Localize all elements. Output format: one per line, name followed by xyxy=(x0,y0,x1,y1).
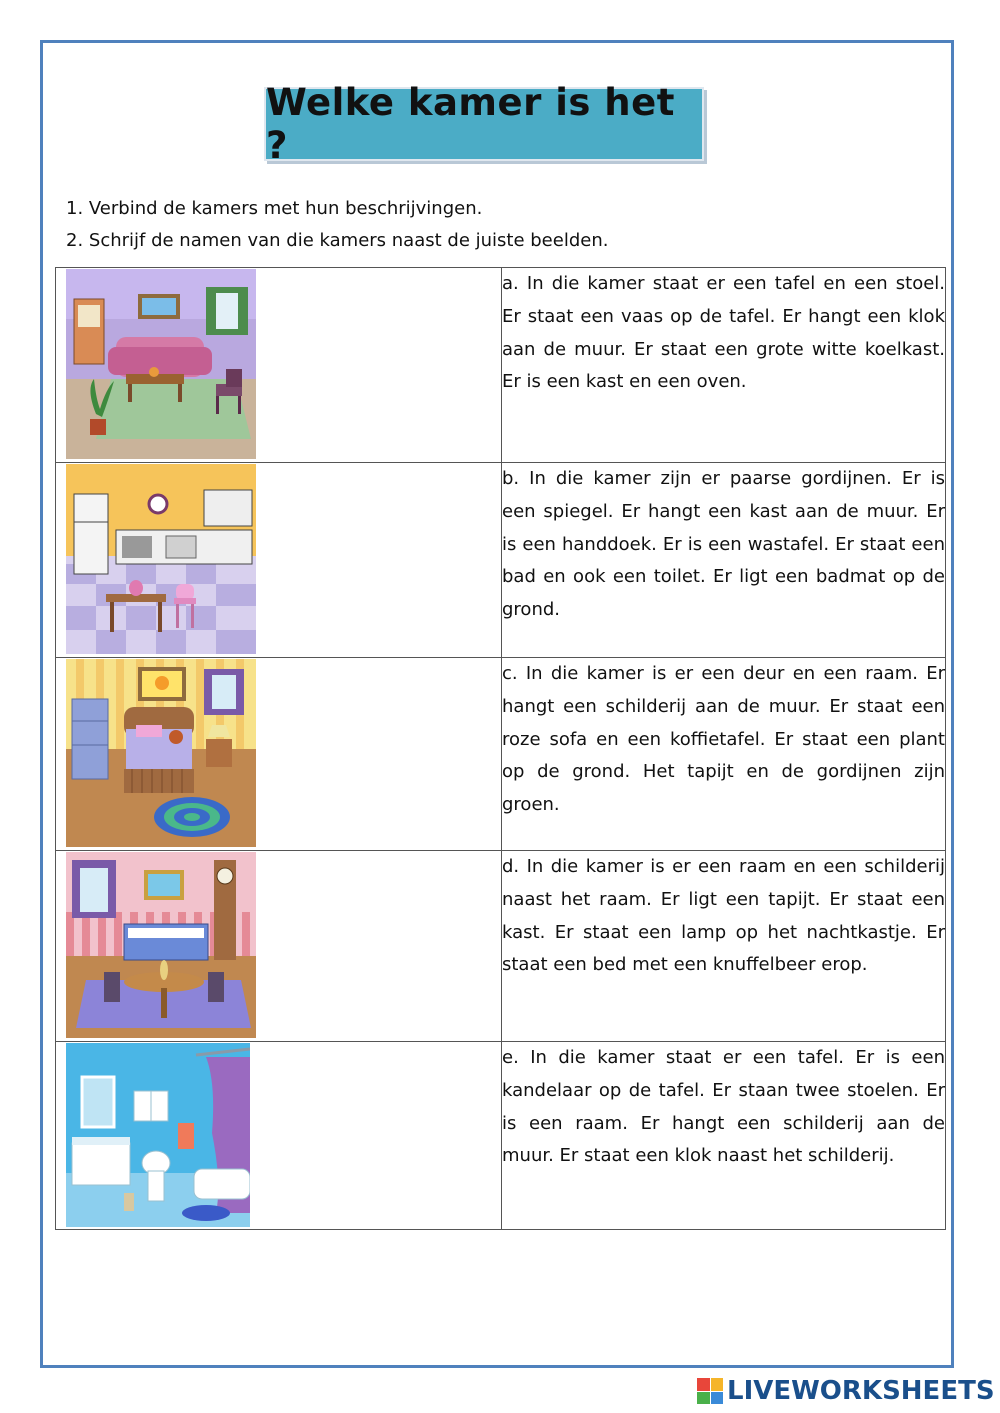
image-cell[interactable] xyxy=(56,851,502,1042)
image-cell[interactable] xyxy=(56,268,502,463)
page-title: Welke kamer is het ? xyxy=(266,81,675,167)
instruction-2: 2. Schrijf de namen van die kamers naast de juiste beelden. xyxy=(66,230,609,251)
living-room-image xyxy=(66,269,256,459)
image-cell[interactable] xyxy=(56,1042,502,1230)
description-d: d. In die kamer is er een raam en een schilderij naast het raam. Er ligt een tapijt. Er staat een kast. Er staat een lamp op het nachtkastje. Er staat een bed met een knuffelbeer erop. xyxy=(502,851,946,1042)
matching-table xyxy=(55,267,946,1230)
kitchen-image xyxy=(66,464,256,654)
table-row xyxy=(56,658,946,851)
table-row xyxy=(56,268,946,463)
bathroom-image xyxy=(66,1043,250,1227)
description-c: c. In die kamer is er een deur en een raam. Er hangt een schilderij aan de muur. Er staat een roze sofa en een koffietafel. Er staat een plant op de grond. Het tapijt en de gordijnen zijn groen. xyxy=(502,658,946,851)
title-box xyxy=(264,81,704,167)
liveworksheets-logo-icon xyxy=(697,1378,723,1404)
instruction-1: 1. Verbind de kamers met hun beschrijvingen. xyxy=(66,198,483,219)
description-e: e. In die kamer staat er een tafel. Er is een kandelaar op de tafel. Er staan twee stoelen. Er is een raam. Er hangt een schilderij aan de muur. Er staat een klok naast het schilderij. xyxy=(502,1042,946,1230)
image-cell[interactable] xyxy=(56,658,502,851)
table-row xyxy=(56,463,946,658)
table-row xyxy=(56,851,946,1042)
dining-room-image xyxy=(66,852,256,1038)
table-row xyxy=(56,1042,946,1230)
bedroom-image xyxy=(66,659,256,847)
description-b: b. In die kamer zijn er paarse gordijnen. Er is een spiegel. Er hangt een kast aan de muur. Er is een handdoek. Er is een wastafel. Er staat een bad en ook een toilet. Er ligt een badmat op de grond. xyxy=(502,463,946,658)
logo-text: LIVEWORKSHEETS xyxy=(727,1376,995,1406)
liveworksheets-logo xyxy=(697,1376,995,1406)
image-cell[interactable] xyxy=(56,463,502,658)
description-a: a. In die kamer staat er een tafel en een stoel. Er staat een vaas op de tafel. Er hangt een klok aan de muur. Er staat een grote witte koelkast. Er is een kast en een oven. xyxy=(502,268,946,463)
